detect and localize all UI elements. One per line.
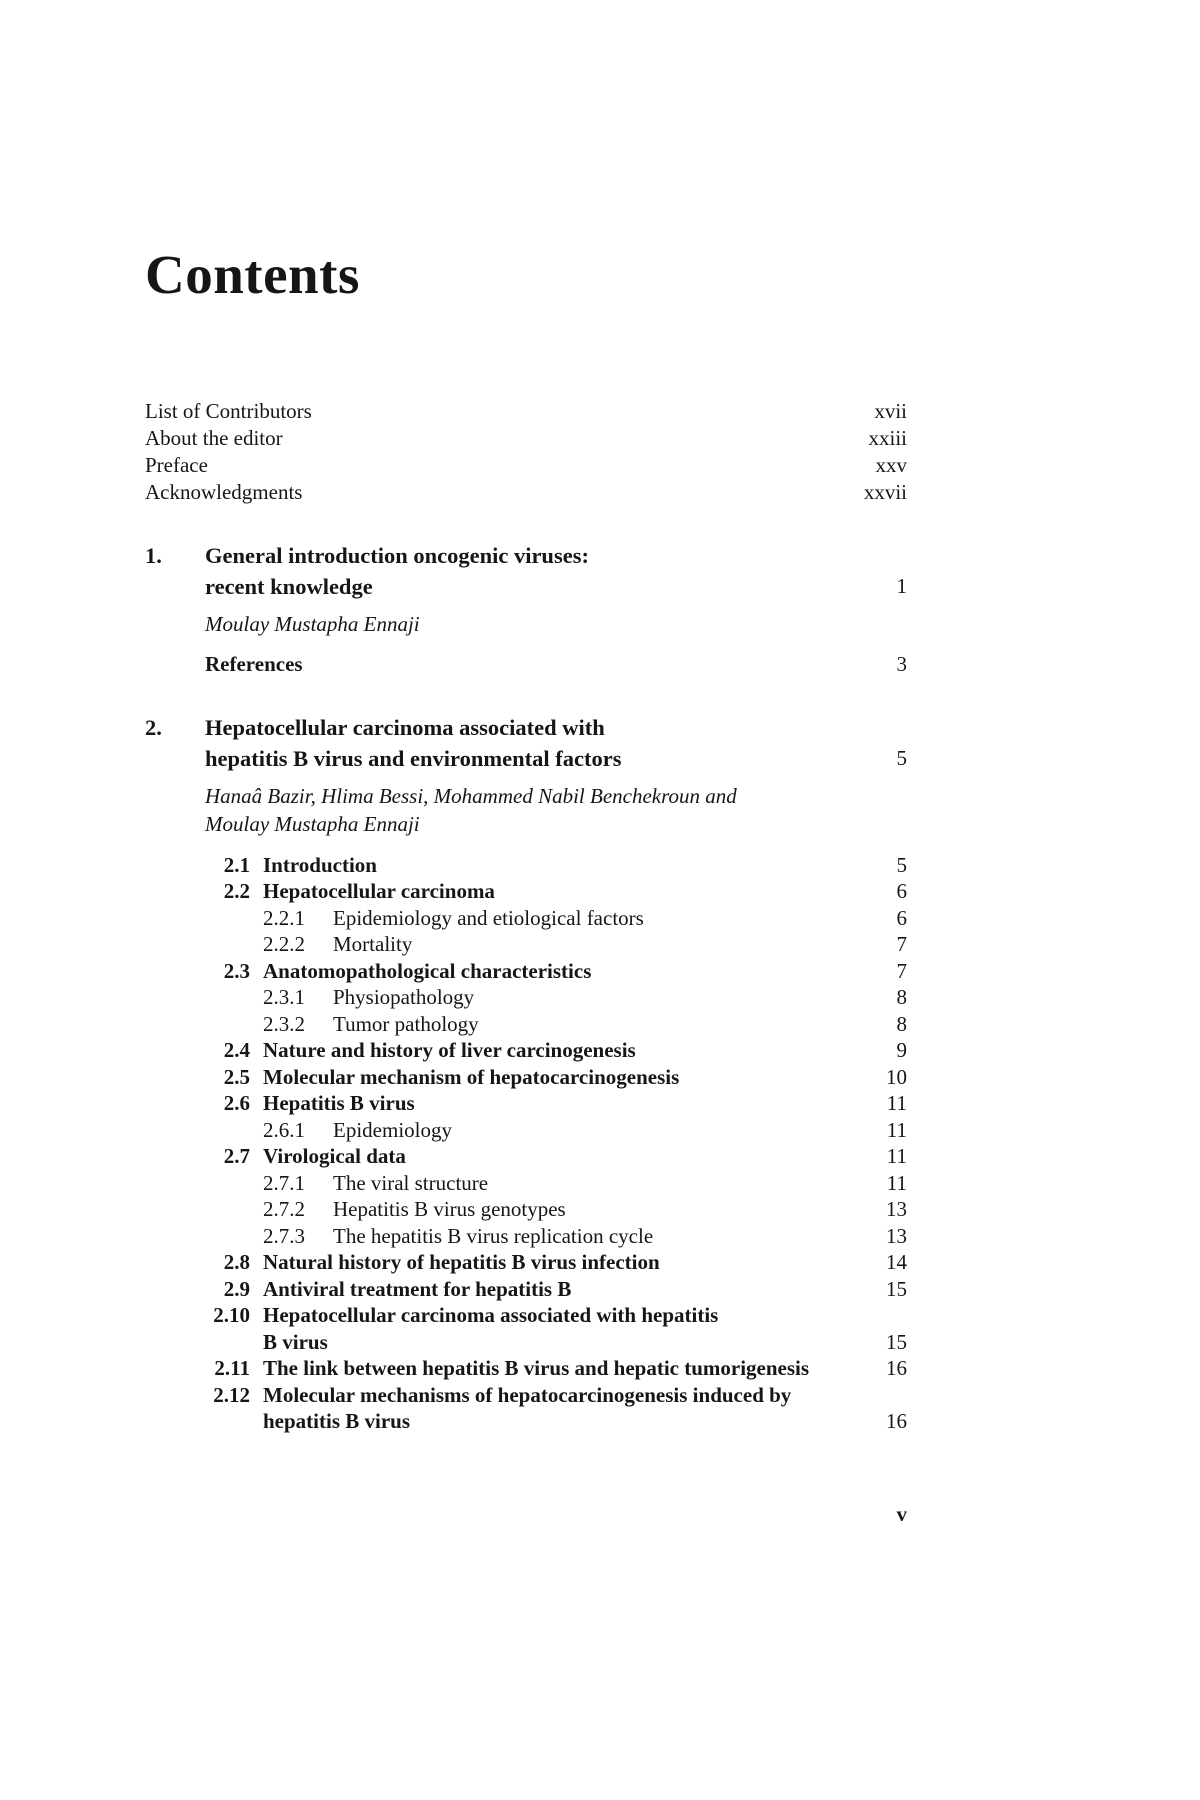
section-title: Introduction [263,852,377,877]
section-page-number: 6 [896,905,907,930]
section-number: 2.2 [223,879,250,904]
section-number: 2.11 [214,1356,250,1381]
section-number: 2.1 [223,852,250,877]
book-page-number: v [896,1502,907,1526]
section-page-number: 8 [896,1011,907,1036]
section-title: Antiviral treatment for hepatitis B [263,1276,572,1301]
toc-page [145,0,907,1435]
section-page-number: 13 [886,1197,907,1222]
section-number: 2.7 [223,1144,250,1169]
section-title: Physiopathology [333,985,475,1010]
chapter-title [205,712,621,774]
section-page-number: 13 [886,1223,907,1248]
section-page-number: 8 [896,985,907,1010]
section-title: Molecular mechanism of hepatocarcinogenesis [263,1064,680,1089]
section-title: Virological data [263,1144,406,1169]
section-entry [145,905,907,932]
section-title [263,1302,718,1355]
section-entry [145,1037,907,1064]
section-number: 2.3 [223,958,250,983]
section-number: 2.2.1 [263,905,305,930]
references-entry [145,651,907,678]
section-entry [145,1223,907,1250]
section-title: Anatomopathological characteristics [263,958,592,983]
front-matter-entry [145,452,907,479]
chapter-heading [145,540,907,602]
section-title: Natural history of hepatitis B virus infection [263,1250,660,1275]
page-title: Contents [145,244,360,305]
author-line: Hanaâ Bazir, Hlima Bessi, Mohammed Nabil Benchekroun and [205,783,737,808]
section-page-number: 6 [896,879,907,904]
front-matter-label: List of Contributors [145,398,312,423]
section-number: 2.2.2 [263,932,305,957]
chapter-title [205,540,589,602]
section-page-number: 9 [896,1038,907,1063]
section-title [263,1382,791,1435]
front-matter-label: Preface [145,452,208,477]
author-line: Moulay Mustapha Ennaji [205,811,420,836]
section-entry [145,1249,907,1276]
section-title: The link between hepatitis B virus and hepatic tumorigenesis [263,1356,810,1381]
section-title: Nature and history of liver carcinogenesis [263,1038,636,1063]
section-page-number: 15 [886,1329,907,1354]
chapter-title-line: General introduction oncogenic viruses: [205,542,589,568]
section-number: 2.7.2 [263,1197,305,1222]
section-number: 2.3.2 [263,1011,305,1036]
section-title-line: hepatitis B virus [263,1409,411,1434]
page-number: xxiii [868,425,907,450]
chapter-entry [145,712,907,1435]
section-title-line: Hepatocellular carcinoma associated with hepatitis [263,1303,719,1328]
section-entry [145,1276,907,1303]
section-number: 2.3.1 [263,985,305,1010]
section-title: The hepatitis B virus replication cycle [333,1223,654,1248]
section-number: 2.12 [213,1382,250,1407]
front-matter-label: About the editor [145,425,283,450]
section-number: 2.9 [223,1276,250,1301]
section-page-number: 14 [886,1250,907,1275]
section-number: 2.6.1 [263,1117,305,1142]
section-entry [145,1170,907,1197]
section-page-number: 10 [886,1064,907,1089]
chapter-page-number: 5 [896,745,907,770]
page-number: xvii [874,398,907,423]
section-title: Hepatitis B virus [263,1091,415,1116]
section-entry [145,1011,907,1038]
section-page-number: 11 [886,1091,907,1116]
references-label: References [205,651,303,676]
section-entry [145,984,907,1011]
section-entry [145,1143,907,1170]
section-number: 2.10 [213,1303,250,1328]
section-entry [145,852,907,879]
section-page-number: 15 [886,1276,907,1301]
front-matter-entry [145,479,907,506]
section-page-number: 16 [886,1356,907,1381]
section-entry [145,931,907,958]
chapter-authors [145,610,907,638]
section-entry [145,1090,907,1117]
section-title-line: Molecular mechanisms of hepatocarcinogenesis induced by [263,1382,792,1407]
section-entry [145,1196,907,1223]
section-number: 2.5 [223,1064,250,1089]
section-number: 2.7.3 [263,1223,305,1248]
section-title: Hepatocellular carcinoma [263,879,495,904]
section-page-number: 16 [886,1409,907,1434]
section-list [145,852,907,1435]
chapter-number: 1. [145,542,162,568]
section-number: 2.6 [223,1091,250,1116]
section-title: Epidemiology [333,1117,452,1142]
section-title: Hepatitis B virus genotypes [333,1197,566,1222]
chapter-page-number: 1 [896,573,907,598]
section-page-number: 7 [896,932,907,957]
front-matter-entry [145,425,907,452]
chapter-entry [145,540,907,678]
section-page-number: 7 [896,958,907,983]
author-line: Moulay Mustapha Ennaji [205,611,420,636]
section-page-number: 11 [886,1117,907,1142]
section-title: Epidemiology and etiological factors [333,905,644,930]
section-title: Mortality [333,932,413,957]
chapter-authors [145,782,907,838]
front-matter-label: Acknowledgments [145,479,303,504]
section-entry [145,878,907,905]
section-entry [145,1117,907,1144]
chapter-title-line: hepatitis B virus and environmental factors [205,745,622,771]
section-entry [145,1355,907,1382]
chapter-heading [145,712,907,774]
section-page-number: 5 [896,852,907,877]
section-number: 2.4 [223,1038,250,1063]
chapter-number: 2. [145,714,162,740]
section-title: Tumor pathology [333,1011,479,1036]
section-page-number: 11 [886,1144,907,1169]
section-number: 2.8 [223,1250,250,1275]
page-number: xxvii [863,479,907,504]
chapter-title-line: Hepatocellular carcinoma associated with [205,714,605,740]
chapter-title-line: recent knowledge [205,573,373,599]
section-title: The viral structure [333,1170,489,1195]
section-entry [145,1382,907,1435]
references-page-number: 3 [896,651,907,676]
front-matter-entry [145,398,907,425]
page-number: xxv [875,452,907,477]
section-title-line: B virus [263,1329,328,1354]
section-entry [145,958,907,985]
front-matter-list [145,398,907,506]
section-number: 2.7.1 [263,1170,305,1195]
section-entry [145,1302,907,1355]
section-entry [145,1064,907,1091]
section-page-number: 11 [886,1170,907,1195]
